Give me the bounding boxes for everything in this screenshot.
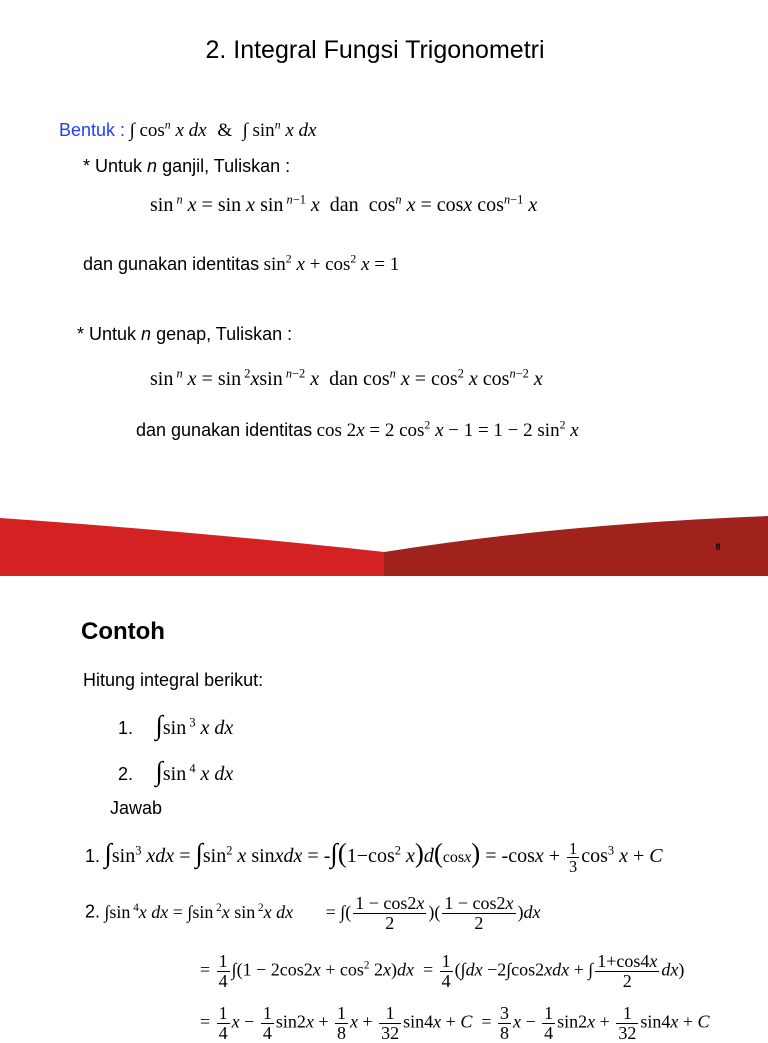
solution-2-step-1: ∫sin $^4$x dx = ∫sin $^2$x sin $^2$x dx: [104, 901, 294, 922]
even-dan: dan: [329, 368, 358, 390]
odd-suffix: ganjil, Tuliskan :: [162, 156, 291, 176]
solution-2-line-1: [85, 894, 541, 933]
solution-1: [85, 838, 663, 875]
solution-number: 2.: [85, 901, 101, 922]
bentuk-integral-cos: ∫ $\cos^n x$ dx: [129, 118, 207, 141]
odd-case-heading: [83, 156, 290, 177]
odd-case-formula: sin $^n$ x = sin x sin $^{n-1}$ x dan $\cos^n x = \cos x$ $\cos^{n-1} x$: [150, 192, 538, 216]
slide-2: [0, 576, 768, 1043]
identity-2-formula: cos 2x = 2 $\cos^2 x - 1 = 1 - 2$ $\sin^2 x$: [316, 418, 579, 441]
problem-2: [118, 756, 233, 787]
intro-text: Hitung integral berikut:: [83, 670, 264, 690]
slide-title: 2. Integral Fungsi Trigonometri: [205, 36, 545, 64]
slide-footer-banner: [0, 506, 768, 576]
solution-2-line-2: = $\frac{1}{4}$ $\int(1 - 2\cos 2x + \cos^2 2x)dx$ = $\frac{1}{4}$ (∫dx −2∫cos2xdx + ∫ $\frac{1+\cos 4x}{2}$ dx): [200, 951, 685, 991]
even-prefix: * Untuk: [77, 324, 137, 344]
n-variable: n: [141, 324, 152, 344]
bentuk-line: [59, 120, 316, 142]
contoh-heading: Contoh: [81, 618, 165, 645]
page-number: 8: [715, 542, 721, 552]
even-case-heading: [77, 324, 292, 345]
solution-2-line-3: = $\frac{1}{4}$ x − $\frac{1}{4}$ sin2x + $\frac{1}{8}$ x + $\frac{1}{32}$ sin4x + C = $\frac{3}{8}$ x − $\frac{1}{4}$ sin2x + $\frac{1}{32}$ sin4x + C: [200, 1003, 710, 1043]
problem-2-expr: ∫sin $^4$ x dx: [155, 756, 234, 786]
solution-number: 1.: [85, 846, 101, 866]
even-case-formula: sin $^n$ x = sin $^2$xsin $^{n-2}$ x dan $\cos^n x = \cos^2 x$ $\cos^{n-2} x$: [150, 366, 543, 390]
ampersand: &: [217, 120, 233, 141]
solution-2-step-2: = ∫( $\frac{1 - \cos 2x}{2}$ )( $\frac{1 - \cos 2x}{2}$ )dx: [325, 893, 541, 933]
odd-prefix: * Untuk: [83, 156, 143, 176]
even-suffix: genap, Tuliskan :: [156, 324, 293, 344]
identity-1-text: dan gunakan identitas: [83, 254, 260, 274]
problem-1-expr: ∫sin $^3$ x dx: [155, 710, 234, 740]
solution-1-expr: $\int\sin^3$ xdx = $\int\sin^2$ x sinxdx = $-\int(1-\cos^2$ x)d(cosx) = -cosx + $\frac{1}{3}$ $\cos^3 x + C$: [104, 838, 663, 876]
banner-right-shape: [384, 516, 768, 576]
problem-number: 2.: [118, 764, 134, 784]
identity-1-formula: $\sin^2 x + \cos^2 x = 1$: [263, 252, 400, 275]
jawab-label: Jawab: [110, 798, 163, 818]
bentuk-label: Bentuk :: [59, 120, 126, 140]
bentuk-integral-sin: ∫ $\sin^n x$ dx: [242, 118, 317, 141]
identity-2-text: dan gunakan identitas: [136, 420, 313, 440]
identity-2: [136, 420, 579, 442]
problem-number: 1.: [118, 718, 134, 738]
identity-1: [83, 254, 399, 276]
problem-1: [118, 710, 233, 741]
banner-left-shape: [0, 518, 384, 576]
n-variable: n: [147, 156, 158, 176]
odd-dan: dan: [329, 194, 359, 216]
